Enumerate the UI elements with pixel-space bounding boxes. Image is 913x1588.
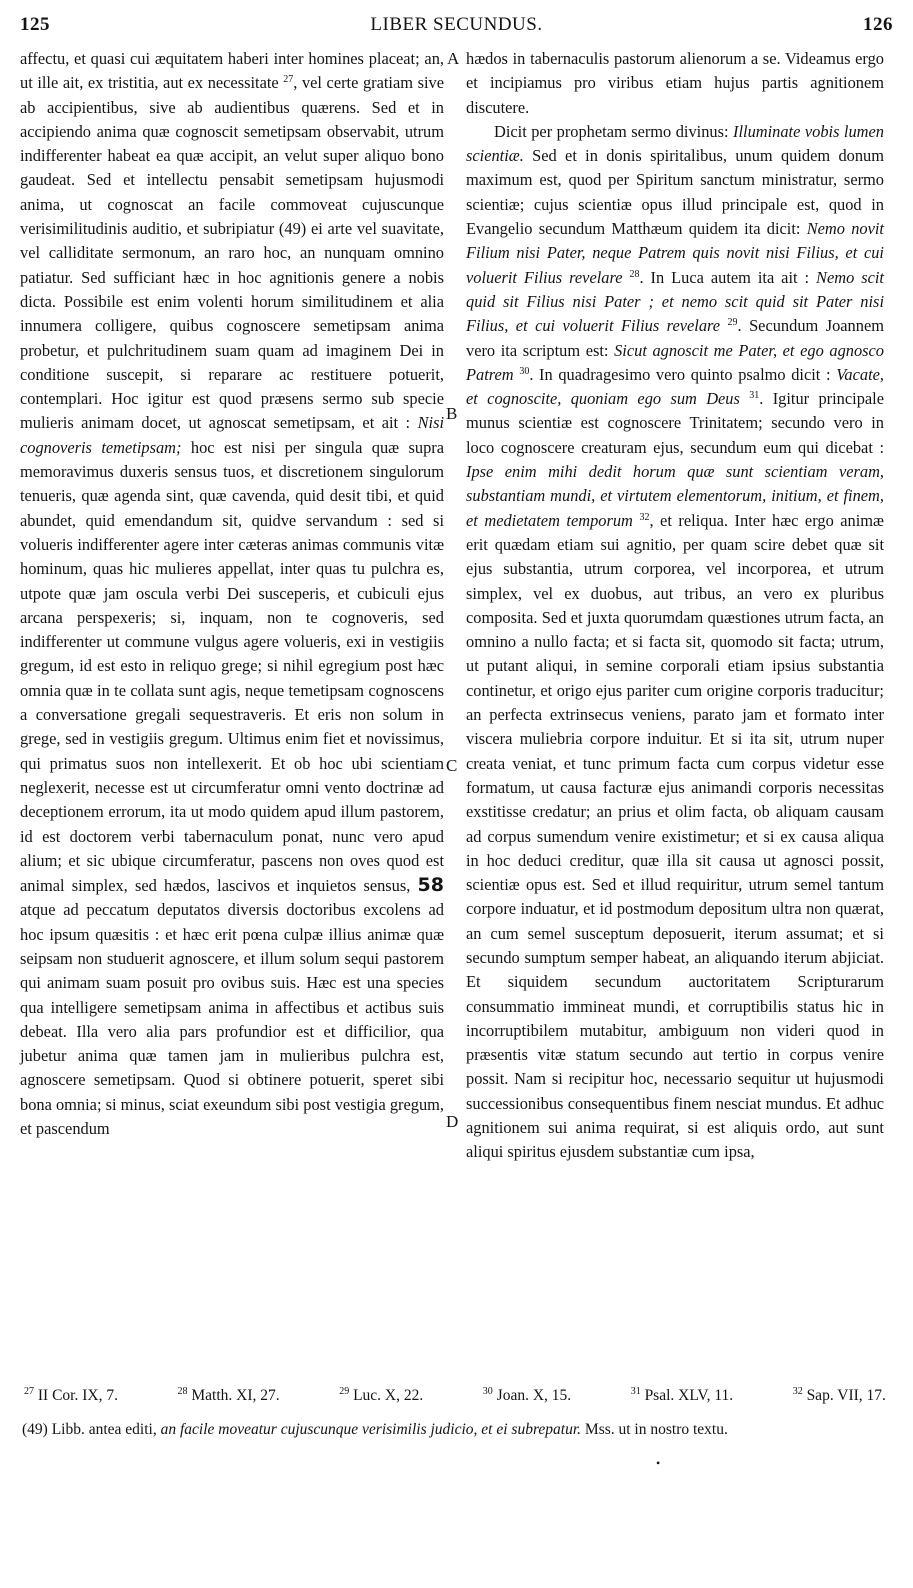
left-column (20, 47, 444, 1141)
scripture-quote: Ipse enim mihi dedit horum quæ sunt scientiam veram, substantiam mundi, et virtutem elementorum, initium, et finem, et medietatem temporum (466, 462, 884, 530)
footnote-number: 31 (630, 1386, 641, 1397)
running-header (20, 14, 893, 42)
footnote (24, 1387, 118, 1405)
text-run: . Igitur principale munus scientiæ est cognoscere Trinitatem; secundo vero in loco cognoscere creaturam ejus, secundum eum qui dicebat : (466, 389, 884, 457)
text-run: , vel certe gratiam sive ab accipientibus, sive ab audientibus quærens. Sed et in accipiendo anima quæ cognoscit semetipsam observabit, utrum indifferenter habeat ea quæ accipit, an velut super aliquo bono gaudeat. Sed et intellectu pensabit semetipsam hujusmodi anima, ut cognoscat an facile commoveat cujuscunque verisimilitudinis auditio, et subripiatur (49) ei arte vel suavitate, vel calliditate sermonum, an raro hoc, an nunquam omnino patiatur. Sed sufficiant hæc in hoc agnitionis genere a nobis dicta. Possibile est enim volenti horum similitudinem et alia innumera colligere, quibus cognoscere semetipsam anima probetur, et pulchritudinem suam quam ad imaginem Dei in conditione suscepit, si reparare ac restituere potuerit, contemplari. Hoc igitur est quod præsens sermo sub specie mulieris animam docet, ut agnoscat semetipsam, et ait : (20, 73, 444, 433)
page-number-left: 125 (20, 14, 50, 35)
scripture-quote: Nemo scit quid sit Filius nisi Pater ; et nemo scit quid sit Pater nisi Filius, et cui voluerit Filius revelare (466, 267, 884, 336)
footnote-text: Matth. XI, 27. (191, 1387, 280, 1404)
margin-letter-b: B (446, 404, 458, 423)
footnote-number: 28 (177, 1386, 188, 1397)
left-paragraph (20, 47, 444, 1141)
folio-number: 58 (417, 874, 444, 897)
footnote-ref: 29 (727, 317, 738, 329)
footnote-number: 27 (24, 1386, 34, 1397)
scripture-quote: Vacate, et cognoscite, quoniam ego sum Deus (466, 364, 885, 409)
margin-letter-d: D (446, 1112, 459, 1131)
page-number-right: 126 (863, 14, 893, 35)
text-run: . In quadragesimo vero quinto psalmo dicit : (529, 364, 831, 384)
printer-dot: • (656, 1456, 661, 1470)
text-run: hoc est nisi per singula quæ supra memoravimus duxeris sensus tuos, et discretionem singulorum tenueris, quæ agenda sint, quæ cavenda, quid desit tibi, et quid abundet, quid emendandum sit, quidve servandum : sed si volueris indifferenter agere inter cæteras animas communis vitæ hominum, quas hic mulieres appellat, inter quas tu pulchra es, utpote quæ jam oscula verbi Dei susceperis, et cubiculi ejus arcana perspexeris; si, inquam, non te cognoveris, sed indifferenter ut commune vulgus agere volueris, exi in vestigiis gregum, id est esto in reliquo grege; si nihil egregium post hæc omnia quæ in te collata sunt agis, neque temetipsam cognoscens a conversatione gregali sequestraveris. Et eris non solum in grege, sed in vestigiis gregum. Ultimus enim fiet et novissimus, qui primatus suos non intellexerit. Et ob hoc ubi scientiam neglexerit, necesse est ut circumferatur omni vento doctrinæ ad deceptionem errorum, ita ut modo quidem apud illum pastorem, id est doctorem verbi tabernaculum ponat, nunc vero apud alium; et sic ubique circumferatur, pascens non oves quod est animal simplex, sed hædos, lascivos et inquietos sensus, (20, 437, 444, 896)
text-run: . Secundum Joannem vero ita scriptum est: (466, 316, 884, 360)
footnote-text: Sap. VII, 17. (806, 1387, 886, 1404)
footnote-ref: 32 (639, 511, 650, 523)
footnote-ref: 28 (629, 268, 640, 280)
scripture-quote: Nemo novit Filium nisi Pater, neque Patrem quis novit nisi Filius, et cui voluerit Filius revelare (466, 219, 884, 287)
running-title: LIBER SECUNDUS. (370, 14, 543, 35)
footnote (483, 1387, 571, 1405)
margin-letter-c: C (446, 756, 458, 775)
text-run: , et reliqua. Inter hæc ergo animæ erit quædam etiam sui agnitio, per quam scire debet quæ sit ejus substantia, utrum corporea, vel incorporea, et utrum simplex, vel ex duobus, aut tribus, an vero ex pluribus composita. Sed et juxta quorumdam quæstiones utrum facta, an omnino a nullo facta; et si facta sit, quomodo sit facta; utrum, ut putant aliqui, in semine corporali etiam ipsius substantia continetur, et origo ejus pariter cum origine corporis traducitur; an perfecta extrinsecus veniens, parato jam et formato inter viscera muliebria corpore induitur. Et si ita sit, utrum nuper creata veniat, et tunc primum facta cum corpus videtur esse formatum, ut causa facturæ ejus animandi corporis necessitas exstitisse credatur; an prius et olim facta, ob aliquam causam ad corpus sumendum venire existimetur; et si ex causa aliqua in hoc deduci creditur, quæ illa sit causa ut agnosci possit, scientiæ opus est. Sed et illud requiritur, utrum semel tantum corpore induatur, et id postmodum depositum ultra non quærat, an cum semel susceptum deposuerit, iterum assumat; et si secundo sumptum semper habeat, an aliquando iterum abjiciat. Et siquidem secundum auctoritatem Scripturarum consummatio immineat mundi, et corruptibilis status hic in incorruptibilem mutabitur, ambiguum non videri quod in præsentis vitæ statum secundo aut tertio in corpus venire possit. Nam si recipitur hoc, necessario sequitur ut hujusmodi successionibus consequentibus finem nesciat mundus. Et adhuc agnitionem sui anima requirat, si est aliquis ordo, aut sunt aliqui spiritus ejusdem substantiæ cum ipsa, (466, 510, 884, 1162)
footnote-ref: 27 (283, 74, 294, 86)
text-run: Sed et in donis spiritalibus, unum quidem donum maximum est, quod per Spiritum sanctum ministratur, sermo scientiæ; cujus scientiæ opus illud principale est, quod in Evangelio secundum Matthæum quidem ita dicit: (466, 146, 884, 239)
scripture-quote: Illuminate vobis lumen scientiæ. (466, 121, 884, 166)
footnote-text: Psal. XLV, 11. (644, 1387, 734, 1404)
footnote-number: 30 (482, 1386, 493, 1397)
right-paragraph-1: hædos in tabernaculis pastorum alienorum a se. Videamus ergo et incipiamus pro viribus etiam hujus partis agnitionem discutere. (466, 49, 884, 117)
footnote-line (24, 1387, 886, 1405)
right-paragraph-2 (466, 120, 884, 1165)
footnote-text: Luc. X, 22. (353, 1387, 424, 1404)
footnote (339, 1387, 423, 1405)
note-lead: (49) Libb. antea editi, (22, 1421, 157, 1438)
footnote-text: Joan. X, 15. (496, 1387, 572, 1404)
footnote-number: 29 (339, 1386, 350, 1397)
footnote-number: 32 (792, 1386, 803, 1397)
text-run: atque ad peccatum deputatos diversis doctoribus excolens ad hoc ipsum quæsitis : et hæc erit pœna culpæ illius animæ quæ seipsam non studuerit agnoscere, et illum solum sequi pastorem qui animam suam posuit pro ovibus suis. Hæc est una species qua intelligere semetipsam anima in affectibus et actibus suis debeat. Illa vero alia pars profundior est et difficilior, qua jubetur anima quæ tamen jam in mulieribus pulchra est, agnoscere semetipsam. Quod si obtinere potuerit, speret sibi bona omnia; si minus, sciat exeundum sibi post vestigia gregum, et pascendum (20, 900, 444, 1139)
editor-note (22, 1420, 884, 1439)
footnote (793, 1387, 886, 1405)
right-column (466, 47, 884, 1165)
footnote (631, 1387, 733, 1405)
text-run: affectu, et quasi cui æquitatem haberi inter homines placeat; an, ut ille ait, ex tristitia, aut ex necessitate (20, 49, 444, 93)
footnote-text: II Cor. IX, 7. (37, 1387, 118, 1404)
footnote-ref: 31 (749, 390, 760, 402)
scripture-quote: Sicut agnoscit me Pater, et ego agnosco Patrem (466, 340, 885, 384)
text-run: Dicit per prophetam sermo divinus: (494, 121, 729, 141)
text-run: . In Luca autem ita ait : (639, 267, 810, 287)
note-tail: Mss. ut in nostro textu. (584, 1421, 728, 1438)
note-variant-quote: an facile moveatur cujuscunque verisimilis judicio, et ei subrepatur. (160, 1421, 582, 1438)
scripture-quote: Nisi cognoveris temetipsam; (20, 413, 444, 457)
margin-letter-a: A (447, 49, 460, 68)
footnote-ref: 30 (519, 365, 530, 377)
footnote (178, 1387, 280, 1405)
